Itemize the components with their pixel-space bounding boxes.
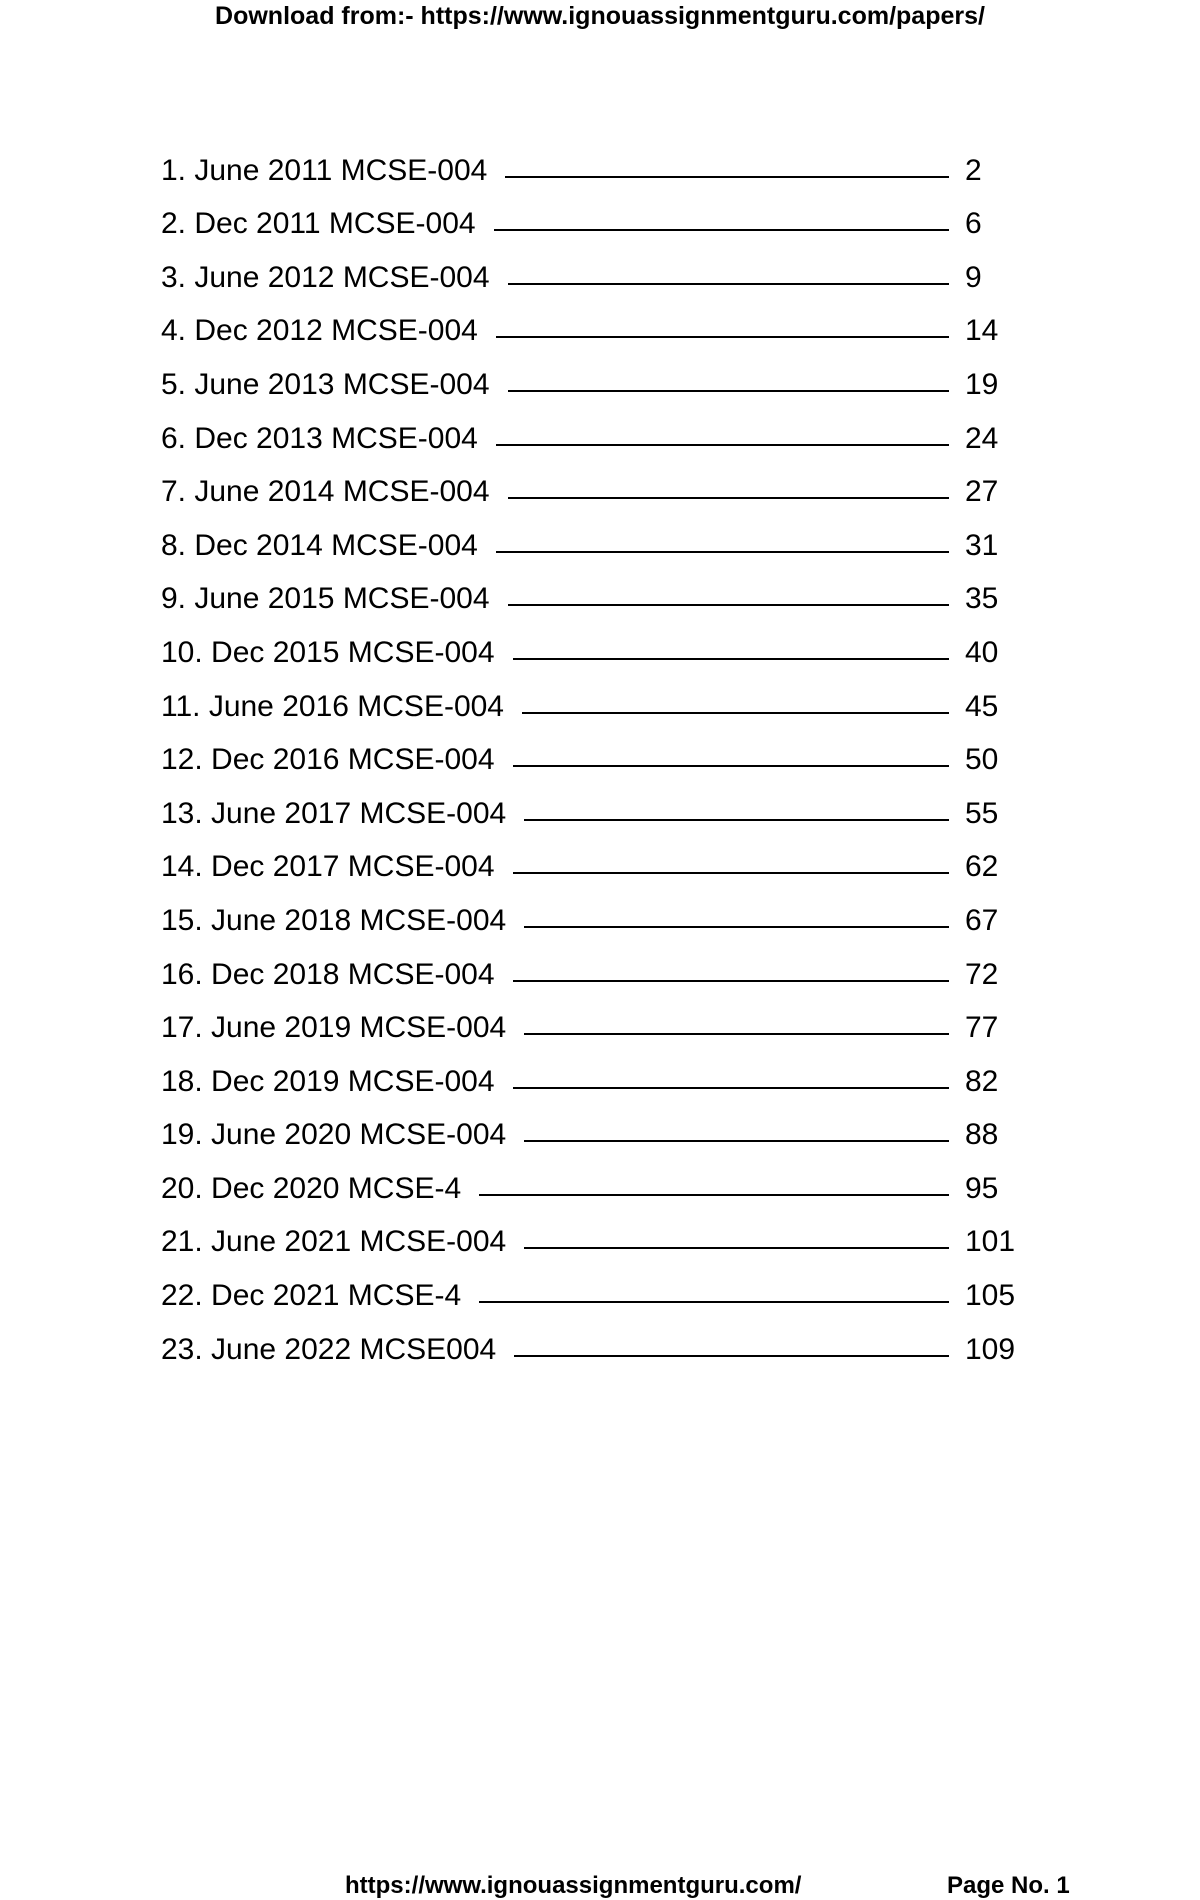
- toc-entry-page: 9: [965, 260, 982, 294]
- toc-entry-title: 3. June 2012 MCSE-004: [161, 260, 490, 294]
- toc-entry[interactable]: [161, 295, 1021, 349]
- toc-leader-line: [524, 819, 949, 821]
- toc-entry-title: 15. June 2018 MCSE-004: [161, 903, 507, 937]
- toc-leader-line: [479, 1301, 949, 1303]
- toc-entry-title: 9. June 2015 MCSE-004: [161, 582, 490, 616]
- toc-entry-title: 21. June 2021 MCSE-004: [161, 1225, 507, 1259]
- toc-leader-line: [508, 390, 949, 392]
- toc-entry-title: 8. Dec 2014 MCSE-004: [161, 528, 478, 562]
- toc-entry[interactable]: [161, 1045, 1021, 1099]
- toc-leader-line: [524, 1247, 949, 1249]
- toc-entry-page: 35: [965, 582, 999, 616]
- toc-leader-line: [524, 926, 949, 928]
- toc-entry[interactable]: [161, 1099, 1021, 1153]
- toc-entry-page: 88: [965, 1118, 999, 1152]
- toc-leader-line: [496, 336, 949, 338]
- toc-entry-page: 14: [965, 314, 999, 348]
- toc-entry-page: 55: [965, 796, 999, 830]
- toc-entry-title: 18. Dec 2019 MCSE-004: [161, 1064, 495, 1098]
- toc-entry[interactable]: [161, 509, 1021, 563]
- toc-entry-page: 82: [965, 1064, 999, 1098]
- toc-entry[interactable]: [161, 777, 1021, 831]
- toc-entry[interactable]: [161, 456, 1021, 510]
- toc-entry-title: 4. Dec 2012 MCSE-004: [161, 314, 478, 348]
- toc-leader-line: [524, 1033, 949, 1035]
- table-of-contents: [161, 134, 1021, 1367]
- toc-entry-page: 2: [965, 153, 982, 187]
- toc-entry[interactable]: [161, 402, 1021, 456]
- toc-entry-page: 101: [965, 1225, 1016, 1259]
- toc-entry-title: 13. June 2017 MCSE-004: [161, 796, 507, 830]
- toc-entry[interactable]: [161, 938, 1021, 992]
- toc-entry-page: 72: [965, 957, 999, 991]
- toc-entry[interactable]: [161, 563, 1021, 617]
- toc-entry-page: 31: [965, 528, 999, 562]
- toc-entry-title: 19. June 2020 MCSE-004: [161, 1118, 507, 1152]
- toc-leader-line: [508, 497, 949, 499]
- toc-entry-page: 40: [965, 635, 999, 669]
- toc-entry-title: 10. Dec 2015 MCSE-004: [161, 635, 495, 669]
- toc-leader-line: [505, 176, 949, 178]
- toc-entry-page: 24: [965, 421, 999, 455]
- toc-entry[interactable]: [161, 1259, 1021, 1313]
- toc-entry-title: 23. June 2022 MCSE004: [161, 1332, 497, 1366]
- toc-entry[interactable]: [161, 724, 1021, 778]
- toc-entry[interactable]: [161, 188, 1021, 242]
- toc-entry-title: 5. June 2013 MCSE-004: [161, 367, 490, 401]
- toc-entry[interactable]: [161, 348, 1021, 402]
- toc-entry-page: 77: [965, 1011, 999, 1045]
- toc-leader-line: [496, 444, 949, 446]
- toc-leader-line: [513, 980, 949, 982]
- toc-leader-line: [524, 1140, 949, 1142]
- toc-leader-line: [513, 1087, 949, 1089]
- toc-entry-page: 62: [965, 850, 999, 884]
- toc-leader-line: [508, 283, 949, 285]
- toc-entry-title: 2. Dec 2011 MCSE-004: [161, 207, 476, 241]
- toc-entry-title: 14. Dec 2017 MCSE-004: [161, 850, 495, 884]
- toc-entry[interactable]: [161, 884, 1021, 938]
- toc-entry-title: 22. Dec 2021 MCSE-4: [161, 1279, 462, 1313]
- toc-entry[interactable]: [161, 670, 1021, 724]
- toc-entry[interactable]: [161, 134, 1021, 188]
- toc-entry-title: 1. June 2011 MCSE-004: [161, 153, 488, 187]
- toc-leader-line: [513, 872, 949, 874]
- toc-entry-page: 109: [965, 1332, 1016, 1366]
- footer-url: https://www.ignouassignmentguru.com/: [345, 1872, 802, 1899]
- toc-entry[interactable]: [161, 831, 1021, 885]
- toc-entry[interactable]: [161, 1313, 1021, 1367]
- toc-entry-page: 67: [965, 903, 999, 937]
- toc-entry-page: 105: [965, 1279, 1016, 1313]
- toc-entry-title: 17. June 2019 MCSE-004: [161, 1011, 507, 1045]
- download-header: Download from:- https://www.ignouassignmentguru.com/papers/: [215, 2, 985, 30]
- toc-leader-line: [514, 1355, 949, 1357]
- toc-entry-page: 19: [965, 367, 999, 401]
- toc-leader-line: [522, 712, 949, 714]
- toc-leader-line: [494, 229, 949, 231]
- toc-entry-title: 6. Dec 2013 MCSE-004: [161, 421, 478, 455]
- toc-entry-title: 16. Dec 2018 MCSE-004: [161, 957, 495, 991]
- toc-leader-line: [508, 604, 949, 606]
- toc-entry[interactable]: [161, 1152, 1021, 1206]
- toc-entry-page: 6: [965, 207, 982, 241]
- toc-leader-line: [513, 658, 949, 660]
- toc-entry-title: 20. Dec 2020 MCSE-4: [161, 1171, 462, 1205]
- toc-entry[interactable]: [161, 616, 1021, 670]
- toc-leader-line: [479, 1194, 949, 1196]
- toc-entry-title: 11. June 2016 MCSE-004: [161, 689, 504, 723]
- toc-entry-title: 12. Dec 2016 MCSE-004: [161, 743, 495, 777]
- toc-leader-line: [513, 765, 949, 767]
- footer-page-number: Page No. 1: [947, 1872, 1070, 1899]
- toc-entry-title: 7. June 2014 MCSE-004: [161, 475, 490, 509]
- toc-entry[interactable]: [161, 1206, 1021, 1260]
- toc-entry-page: 27: [965, 475, 999, 509]
- toc-entry-page: 45: [965, 689, 999, 723]
- toc-entry-page: 95: [965, 1171, 999, 1205]
- toc-entry[interactable]: [161, 241, 1021, 295]
- toc-entry[interactable]: [161, 992, 1021, 1046]
- toc-entry-page: 50: [965, 743, 999, 777]
- toc-leader-line: [496, 551, 949, 553]
